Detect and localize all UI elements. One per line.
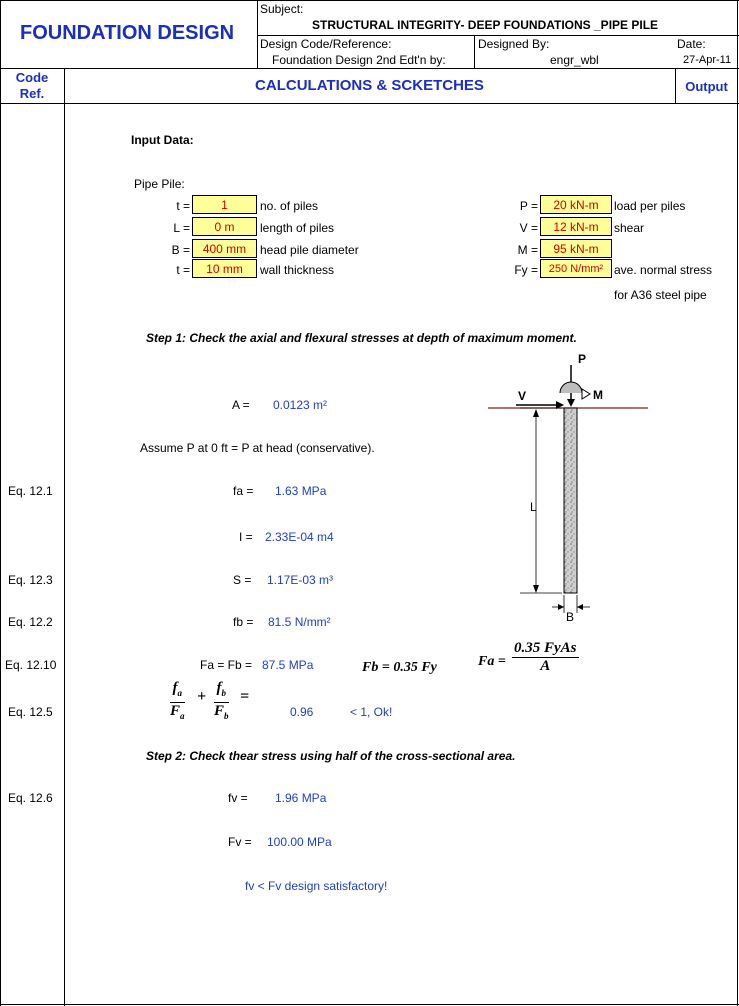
input-load[interactable]: 20 kN-m	[540, 195, 612, 214]
input-piles-count[interactable]: 1	[192, 195, 257, 214]
Fa-formula-fraction	[512, 640, 579, 675]
interaction-check: < 1, Ok!	[350, 705, 393, 719]
s-value: 1.17E-03 m³	[267, 573, 334, 587]
input-heading: Input Data:	[131, 133, 194, 147]
s-label: S =	[233, 573, 252, 587]
input-shear[interactable]: 12 kN-m	[540, 217, 612, 236]
designed-label: Designed By:	[478, 37, 550, 51]
interaction-fb-over-Fb: $\frac{f_b}{F_b}$	[214, 680, 229, 721]
Fv-label: Fv =	[228, 835, 252, 849]
eq-ref-12-2: Eq. 12.2	[8, 615, 53, 629]
subject-label: Subject:	[260, 2, 304, 16]
eq-ref-12-3: Eq. 12.3	[8, 573, 53, 587]
input-P-label: P =	[519, 199, 538, 213]
fv-value: 1.96 MPa	[275, 791, 327, 805]
col-code-ref: Code Ref.	[15, 70, 49, 101]
subject-value: STRUCTURAL INTEGRITY- DEEP FOUNDATIONS _PIPE PILE	[312, 18, 659, 32]
input-yield-stress[interactable]: 250 N/mm²	[540, 259, 612, 278]
Fb-formula: Fb = 0.35 Fy	[362, 660, 437, 675]
step2-heading: Step 2: Check thear stress using half of the cross-sectional area.	[146, 749, 516, 763]
fb-label: fb =	[233, 615, 254, 629]
input-pile-length[interactable]: 0 m	[192, 217, 257, 236]
input-note: for A36 steel pipe	[614, 288, 707, 302]
code-value: Foundation Design 2nd Edt'n by:	[272, 53, 446, 67]
eq-ref-12-6: Eq. 12.6	[8, 791, 53, 805]
input-V-label: V =	[519, 221, 538, 235]
sketch-label-B: B	[566, 610, 575, 624]
sketch-label-P: P	[578, 352, 587, 366]
input-yield-stress-desc: ave. normal stress	[614, 263, 713, 277]
FaFb-label: Fa = Fb =	[200, 658, 253, 672]
fa-label: fa =	[233, 484, 254, 498]
input-moment[interactable]: 95 kN-m	[540, 239, 612, 258]
Fa-formula-denominator: A	[540, 658, 551, 674]
FaFb-value: 87.5 MPa	[262, 658, 314, 672]
designed-value: engr_wbl	[550, 53, 599, 67]
fv-label: fv =	[228, 791, 248, 805]
inertia-value: 2.33E-04 m4	[265, 530, 334, 544]
code-label: Design Code/Reference:	[260, 37, 392, 51]
eq-ref-12-5: Eq. 12.5	[8, 705, 53, 719]
input-t-label: t =	[176, 199, 190, 213]
date-label: Date:	[677, 37, 706, 51]
input-L-label: L =	[173, 221, 190, 235]
area-value: 0.0123 m²	[273, 398, 328, 412]
input-wall-thickness[interactable]: 10 mm	[192, 259, 257, 278]
app-title: FOUNDATION DESIGN	[20, 22, 235, 44]
input-Fy-label: Fy =	[514, 263, 538, 277]
fb-value: 81.5 N/mm²	[268, 615, 331, 629]
input-pile-length-desc: length of piles	[260, 221, 335, 235]
interaction-value: 0.96	[290, 705, 314, 719]
pipe-pile-label: Pipe Pile:	[134, 177, 185, 191]
pile-sketch	[480, 345, 660, 625]
fa-value: 1.63 MPa	[275, 484, 327, 498]
interaction-equals: =	[240, 688, 250, 705]
conclusion-text: fv < Fv design satisfactory!	[245, 879, 388, 893]
sketch-label-L: L	[530, 500, 537, 514]
interaction-fa-over-Fa: $\frac{f_a}{F_a}$	[170, 680, 185, 721]
input-wall-t-label: t =	[176, 263, 190, 277]
input-piles-count-desc: no. of piles	[260, 199, 319, 213]
input-load-desc: load per piles	[614, 199, 686, 213]
input-B-label: B =	[171, 243, 190, 257]
interaction-plus: +	[197, 688, 207, 705]
eq-ref-12-1: Eq. 12.1	[8, 484, 53, 498]
col-output: Output	[685, 79, 728, 94]
date-value: 27-Apr-11	[683, 54, 732, 66]
pile-body	[564, 408, 577, 593]
assume-text: Assume P at 0 ft = P at head (conservative).	[140, 441, 375, 455]
input-pile-diameter-desc: head pile diameter	[260, 243, 359, 257]
input-shear-desc: shear	[614, 221, 645, 235]
area-label: A =	[232, 398, 250, 412]
sketch-label-M: M	[593, 388, 603, 402]
input-M-label: M =	[517, 243, 538, 257]
col-calculations: CALCULATIONS & SCKETCHES	[255, 77, 484, 94]
Fa-formula-lhs: Fa =	[478, 654, 506, 669]
Fa-formula-numerator: 0.35 FyAs	[514, 640, 577, 656]
input-wall-thickness-desc: wall thickness	[260, 263, 335, 277]
sketch-label-V: V	[518, 389, 527, 403]
inertia-label: I =	[239, 530, 253, 544]
input-pile-diameter[interactable]: 400 mm	[192, 239, 257, 258]
Fv-value: 100.00 MPa	[267, 835, 332, 849]
eq-ref-12-10: Eq. 12.10	[5, 658, 57, 672]
step1-heading: Step 1: Check the axial and flexural stresses at depth of maximum moment.	[146, 331, 577, 345]
